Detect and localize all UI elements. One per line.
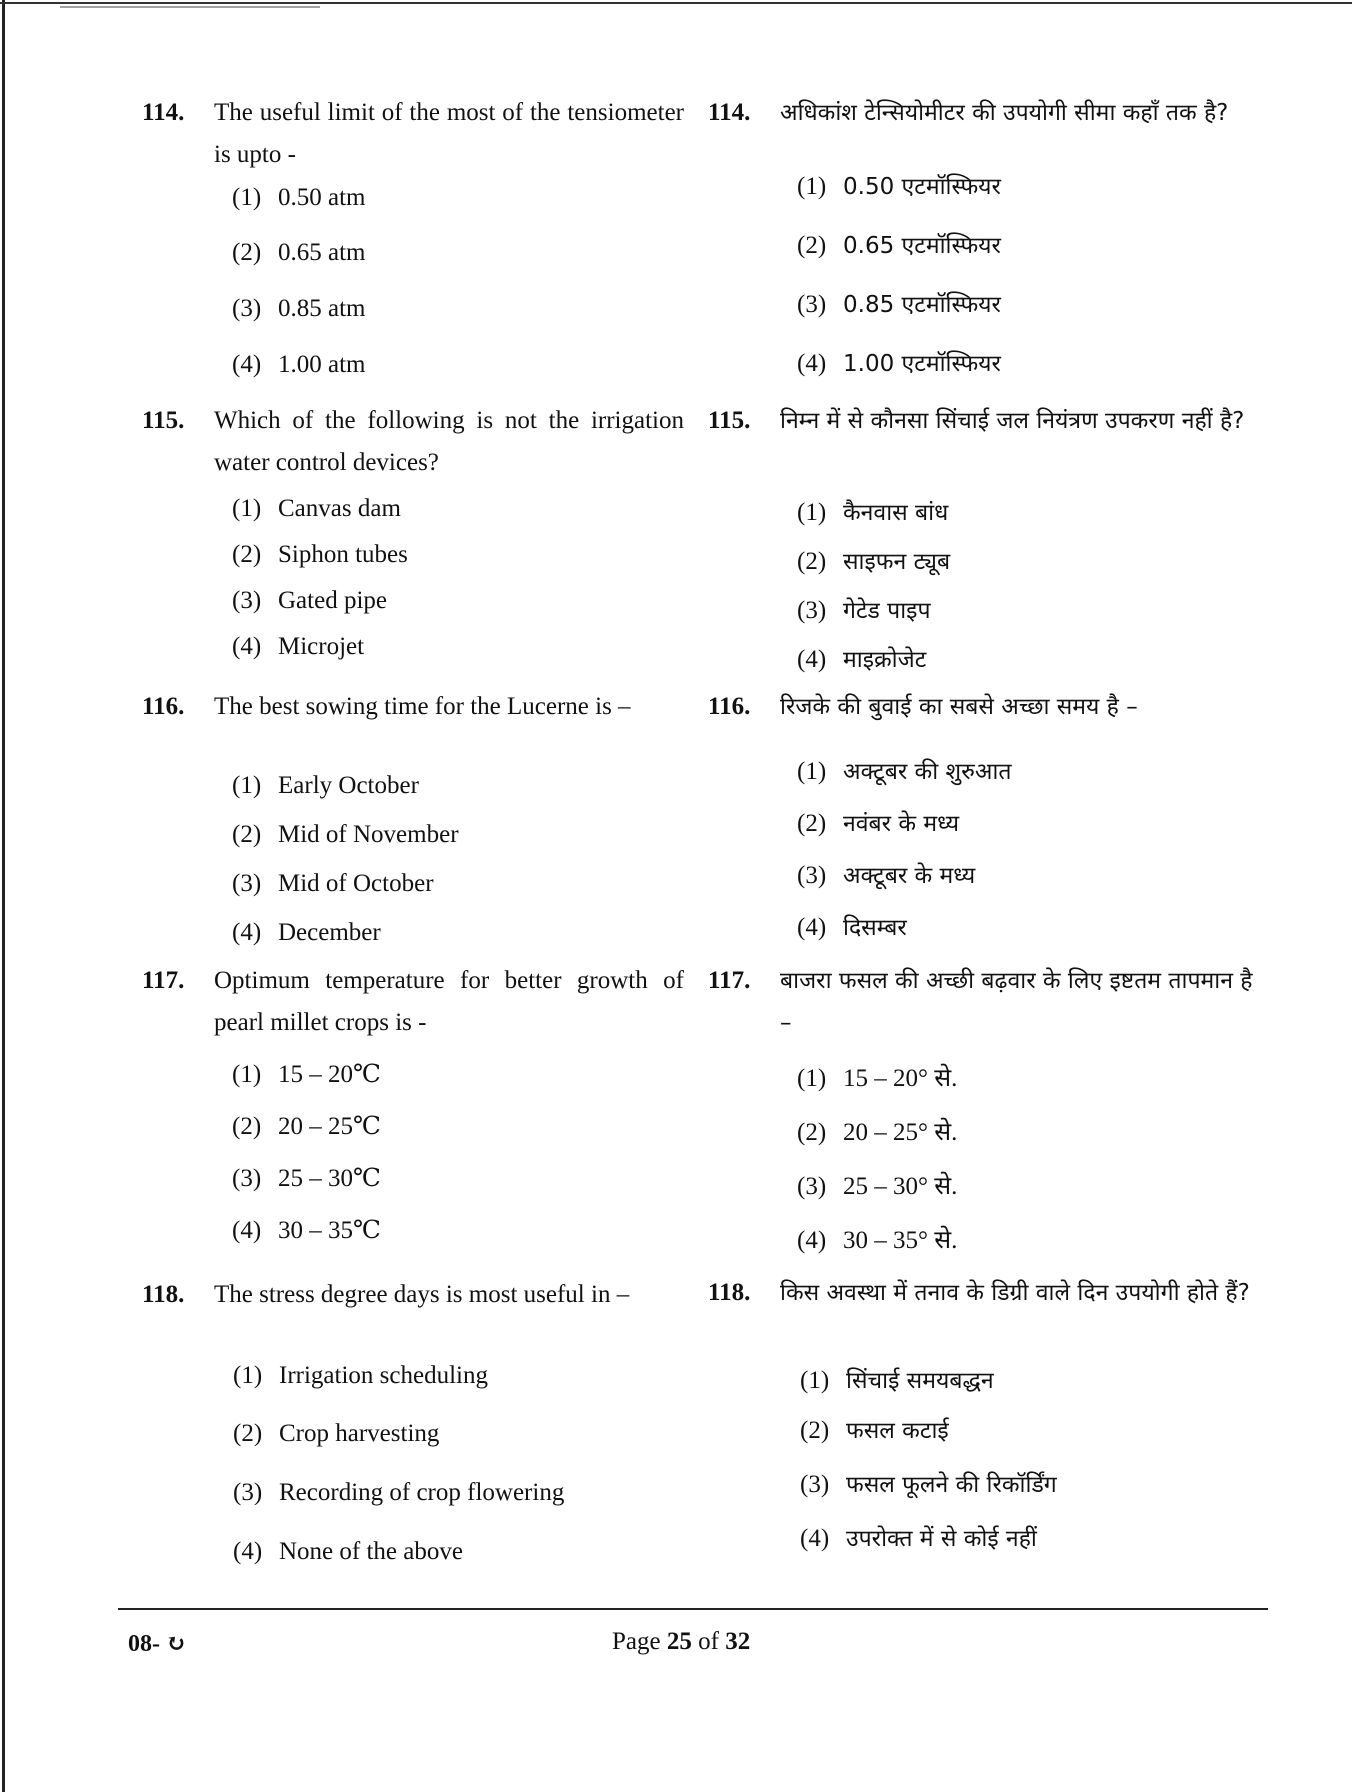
option-text: 1.00 एटमॉस्फियर	[843, 351, 1001, 377]
question-text: किस अवस्था में तनाव के डिग्री वाले दिन उपयोगी होते हैं?	[780, 1280, 1250, 1306]
question-number: 118.	[708, 1279, 751, 1306]
footer-rule	[118, 1608, 1268, 1610]
option-114-hi-2[interactable]	[797, 231, 1001, 261]
option-115-hi-4[interactable]	[797, 645, 926, 675]
option-115-hi-2[interactable]	[797, 547, 950, 577]
option-116-en-2[interactable]	[232, 820, 459, 850]
question-number: 116.	[142, 693, 185, 720]
booklet-code: 08- ↻	[128, 1631, 187, 1657]
option-text: 30 – 35℃	[278, 1217, 381, 1244]
option-118-hi-2[interactable]	[800, 1416, 949, 1446]
option-label: (3)	[797, 862, 827, 889]
question-text: रिजके की बुवाई का सबसे अच्छा समय है –	[780, 694, 1138, 720]
option-118-hi-1[interactable]	[800, 1366, 994, 1396]
option-114-en-1[interactable]	[232, 183, 366, 213]
option-label: (3)	[232, 1165, 262, 1192]
option-text: उपरोक्त में से कोई नहीं	[846, 1526, 1037, 1552]
page-left-border	[2, 0, 5, 1792]
option-114-hi-3[interactable]	[797, 290, 1001, 320]
option-text: 20 – 25° से.	[843, 1119, 958, 1146]
option-117-en-2[interactable]	[232, 1112, 381, 1142]
option-label: (1)	[232, 495, 262, 522]
option-text: 15 – 20℃	[278, 1061, 381, 1088]
option-label: (1)	[797, 499, 827, 526]
option-text: 0.50 एटमॉस्फियर	[843, 174, 1001, 200]
option-label: (3)	[800, 1471, 830, 1498]
option-117-en-1[interactable]	[232, 1060, 381, 1090]
option-text: Mid of November	[278, 821, 459, 848]
option-label: (4)	[797, 914, 827, 941]
option-text: माइक्रोजेट	[843, 647, 927, 673]
option-118-en-3[interactable]	[233, 1478, 564, 1508]
option-text: December	[278, 919, 381, 946]
question-number: 117.	[708, 967, 751, 994]
option-114-en-4[interactable]	[232, 350, 366, 380]
option-label: (4)	[797, 646, 827, 673]
option-label: (4)	[797, 1227, 827, 1254]
option-116-hi-1[interactable]	[797, 757, 1012, 787]
question-text: निम्न में से कौनसा सिंचाई जल नियंत्रण उपकरण नहीं है?	[780, 408, 1245, 434]
option-label: (2)	[232, 239, 262, 266]
option-115-en-2[interactable]	[232, 540, 408, 570]
option-117-hi-1[interactable]	[797, 1064, 957, 1094]
option-label: (1)	[232, 1061, 262, 1088]
question-number: 117.	[142, 967, 185, 994]
page-indicator	[612, 1628, 750, 1656]
option-116-hi-4[interactable]	[797, 913, 907, 943]
option-text: दिसम्बर	[843, 915, 907, 941]
option-label: (4)	[232, 1217, 262, 1244]
option-text: फसल कटाई	[846, 1418, 949, 1444]
option-115-en-3[interactable]	[232, 586, 387, 616]
option-117-en-4[interactable]	[232, 1216, 381, 1246]
option-text: Siphon tubes	[278, 541, 408, 568]
option-label: (2)	[233, 1420, 263, 1447]
option-text: Crop harvesting	[279, 1420, 440, 1447]
question-text: The best sowing time for the Lucerne is –	[214, 693, 631, 720]
option-label: (2)	[232, 821, 262, 848]
option-115-en-4[interactable]	[232, 632, 364, 662]
option-118-en-4[interactable]	[233, 1537, 463, 1567]
option-label: (3)	[797, 291, 827, 318]
option-118-hi-3[interactable]	[800, 1470, 1057, 1500]
option-text: साइफन ट्यूब	[843, 549, 951, 575]
option-115-hi-3[interactable]	[797, 596, 931, 626]
question-number: 116.	[708, 693, 751, 720]
option-text: 30 – 35° से.	[843, 1227, 958, 1254]
option-label: (2)	[797, 810, 827, 837]
question-text: Optimum temperature for better growth of pearl millet crops is -	[214, 967, 684, 1036]
option-116-hi-2[interactable]	[797, 809, 959, 839]
option-label: (2)	[797, 548, 827, 575]
option-text: Gated pipe	[278, 587, 387, 614]
question-text: The useful limit of the most of the tensiometer is upto -	[214, 99, 684, 168]
option-117-hi-2[interactable]	[797, 1118, 957, 1148]
option-label: (2)	[800, 1417, 830, 1444]
option-label: (1)	[797, 173, 827, 200]
option-label: (1)	[797, 1065, 827, 1092]
option-text: Mid of October	[278, 870, 434, 897]
option-text: नवंबर के मध्य	[843, 811, 960, 837]
page-number: 25	[666, 1628, 692, 1655]
question-text: अधिकांश टेन्सियोमीटर की उपयोगी सीमा कहाँ तक है?	[780, 100, 1229, 126]
option-text: Microjet	[278, 633, 365, 660]
option-text: 25 – 30℃	[278, 1165, 381, 1192]
option-text: Canvas dam	[278, 495, 401, 522]
question-number: 118.	[142, 1281, 185, 1308]
option-label: (3)	[232, 587, 262, 614]
option-text: 0.85 एटमॉस्फियर	[843, 292, 1001, 318]
option-116-en-4[interactable]	[232, 918, 381, 948]
option-114-en-3[interactable]	[232, 294, 366, 324]
question-text: The stress degree days is most useful in –	[214, 1281, 630, 1308]
option-text: 15 – 20° से.	[843, 1065, 958, 1092]
option-text: 0.85 atm	[278, 295, 366, 322]
option-label: (1)	[797, 758, 827, 785]
option-118-en-1[interactable]	[233, 1361, 488, 1391]
question-number: 115.	[142, 407, 185, 434]
option-label: (3)	[233, 1479, 263, 1506]
page-prefix: Page	[612, 1628, 667, 1655]
option-label: (2)	[797, 232, 827, 259]
option-label: (3)	[797, 597, 827, 624]
option-text: गेटेड पाइप	[843, 598, 931, 624]
option-label: (1)	[233, 1362, 263, 1389]
question-number: 114.	[142, 99, 185, 126]
option-label: (2)	[232, 1113, 262, 1140]
option-text: 0.65 atm	[278, 239, 366, 266]
option-text: सिंचाई समयबद्धन	[846, 1368, 994, 1394]
question-number: 115.	[708, 407, 751, 434]
option-text: अक्टूबर की शुरुआत	[843, 759, 1012, 785]
option-label: (4)	[797, 350, 827, 377]
option-text: 25 – 30° से.	[843, 1173, 958, 1200]
question-number: 114.	[708, 99, 751, 126]
option-label: (3)	[232, 870, 262, 897]
option-114-en-2[interactable]	[232, 238, 366, 268]
option-text: None of the above	[279, 1538, 463, 1565]
option-label: (3)	[797, 1173, 827, 1200]
option-label: (4)	[232, 351, 262, 378]
option-117-en-3[interactable]	[232, 1164, 381, 1194]
option-117-hi-3[interactable]	[797, 1172, 957, 1202]
option-label: (4)	[233, 1538, 263, 1565]
option-118-en-2[interactable]	[233, 1419, 439, 1449]
option-116-en-3[interactable]	[232, 869, 434, 899]
page-total: 32	[725, 1628, 751, 1655]
option-114-hi-4[interactable]	[797, 349, 1001, 379]
option-118-hi-4[interactable]	[800, 1524, 1037, 1554]
page-mid: of	[691, 1628, 726, 1655]
option-text: Early October	[278, 772, 419, 799]
top-scan-artifact	[60, 0, 320, 8]
option-text: 20 – 25℃	[278, 1113, 381, 1140]
option-114-hi-1[interactable]	[797, 172, 1001, 202]
option-label: (3)	[232, 295, 262, 322]
option-116-en-1[interactable]	[232, 771, 419, 801]
option-116-hi-3[interactable]	[797, 861, 975, 891]
option-text: फसल फूलने की रिकॉर्डिंग	[846, 1472, 1057, 1498]
option-text: 0.50 atm	[278, 184, 366, 211]
option-text: 0.65 एटमॉस्फियर	[843, 233, 1001, 259]
option-text: कैनवास बांध	[843, 500, 949, 526]
option-label: (4)	[800, 1525, 830, 1552]
option-label: (1)	[232, 184, 262, 211]
option-label: (4)	[232, 919, 262, 946]
question-text: बाजरा फसल की अच्छी बढ़वार के लिए इष्टतम तापमान है –	[780, 968, 1253, 1036]
option-115-en-1[interactable]	[232, 494, 401, 524]
option-label: (2)	[232, 541, 262, 568]
option-text: Irrigation scheduling	[279, 1362, 488, 1389]
option-text: अक्टूबर के मध्य	[843, 863, 976, 889]
option-text: Recording of crop flowering	[279, 1479, 565, 1506]
option-label: (1)	[800, 1367, 830, 1394]
option-label: (4)	[232, 633, 262, 660]
option-115-hi-1[interactable]	[797, 498, 948, 528]
option-text: 1.00 atm	[278, 351, 366, 378]
question-text: Which of the following is not the irrigation water control devices?	[214, 407, 684, 476]
option-117-hi-4[interactable]	[797, 1226, 957, 1256]
option-label: (1)	[232, 772, 262, 799]
option-label: (2)	[797, 1119, 827, 1146]
